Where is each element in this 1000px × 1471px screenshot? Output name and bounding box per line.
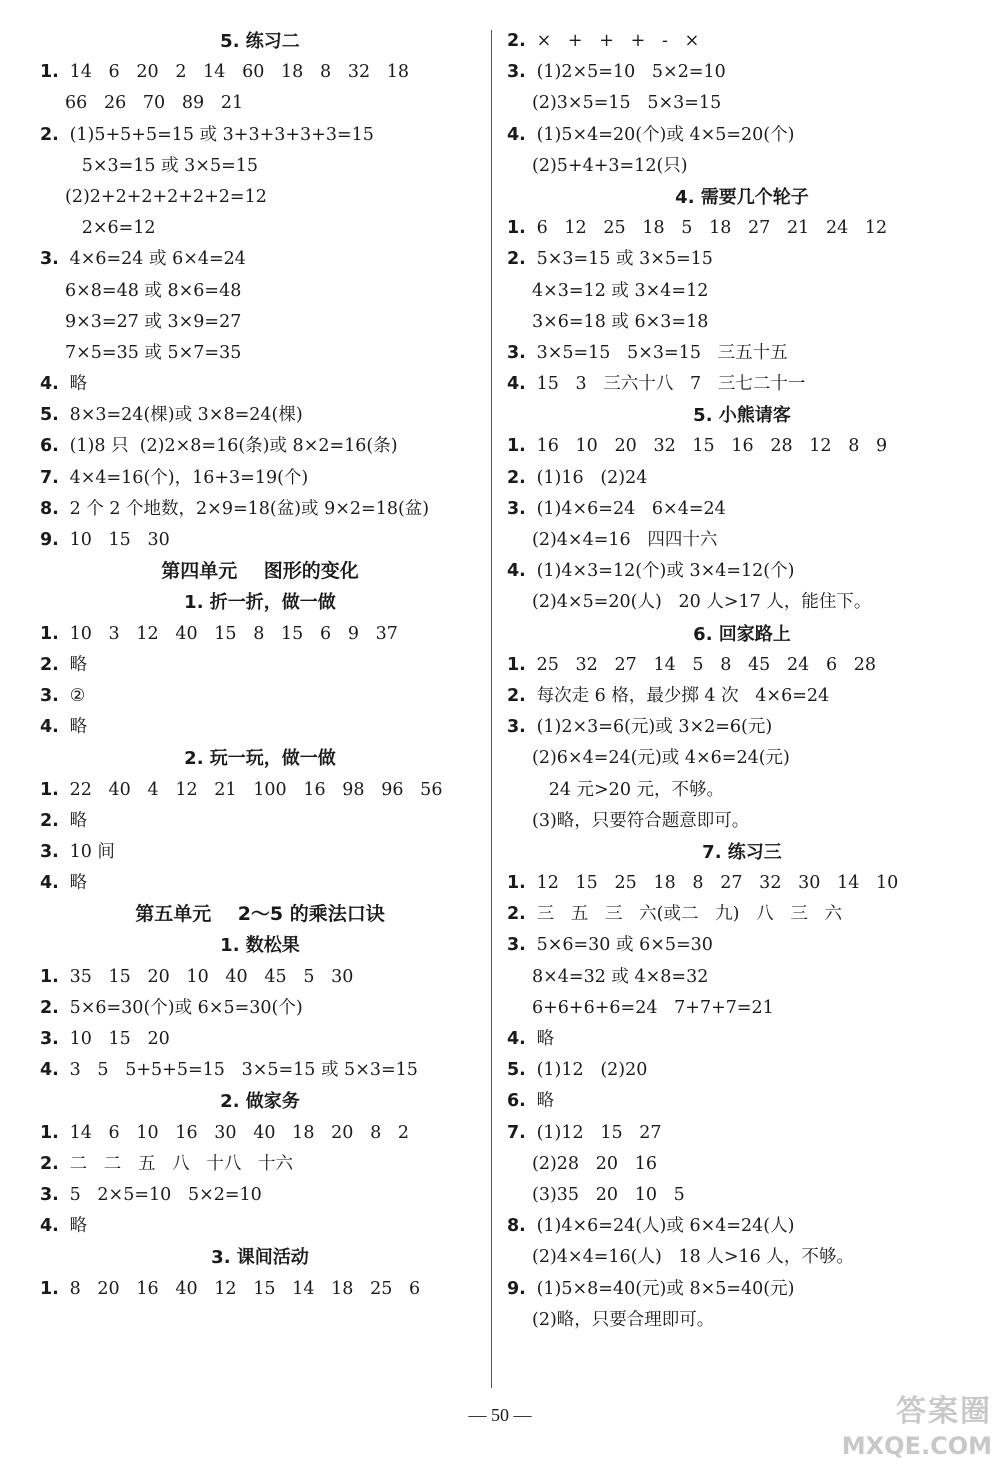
answer-continuation: (2)4×4=16 四四十六 — [532, 530, 718, 550]
answer-item — [507, 1086, 977, 1117]
answer-text: (1)2×5=10 5×2=10 — [536, 62, 726, 83]
answer-item — [507, 930, 977, 961]
item-number: 3. — [507, 935, 526, 956]
item-number: 2. — [507, 249, 526, 270]
answer-text: 10 3 12 40 15 8 15 6 9 37 — [69, 623, 398, 644]
answer-continuation: 7×5=35 或 5×7=35 — [65, 342, 242, 363]
answer-text: 5×3=15 或 3×5=15 — [536, 249, 713, 270]
left-column — [40, 26, 480, 1305]
answer-text: 略 — [69, 654, 88, 675]
answer-continuation: (2)3×5=15 5×3=15 — [532, 93, 722, 114]
answer-item — [507, 556, 977, 587]
item-number: 1. — [40, 62, 59, 83]
item-number: 1. — [40, 779, 59, 800]
item-number: 3. — [40, 249, 59, 270]
answer-item — [40, 369, 480, 400]
answer-text: 3 5 5+5+5=15 3×5=15 或 5×3=15 — [69, 1060, 418, 1081]
answer-text: (1)5+5+5=15 或 3+3+3+3+3=15 — [69, 124, 374, 145]
answer-item — [507, 57, 977, 88]
answer-item — [507, 899, 977, 930]
answer-text: 15 3 三六十八 7 三七二十一 — [536, 374, 806, 395]
answer-text: 略 — [69, 810, 88, 831]
answer-item — [40, 993, 480, 1024]
answer-text: 5×6=30(个)或 6×5=30(个) — [69, 997, 303, 1018]
section-heading: 5. 小熊请客 — [693, 405, 791, 427]
item-number: 8. — [40, 498, 59, 519]
answer-text: 略 — [69, 1216, 88, 1237]
answer-text: 35 15 20 10 40 45 5 30 — [69, 966, 354, 987]
answer-item — [40, 775, 480, 806]
item-number: 4. — [507, 124, 526, 145]
answer-item — [507, 244, 977, 275]
item-number: 9. — [507, 1278, 526, 1299]
answer-item — [507, 338, 977, 369]
answer-text: 8×3=24(棵)或 3×8=24(棵) — [69, 405, 303, 426]
answer-continuation: 5×3=15 或 3×5=15 — [65, 155, 259, 176]
answer-text: 2 个 2 个地数，2×9=18(盆)或 9×2=18(盆) — [69, 498, 430, 519]
item-number: 3. — [40, 685, 59, 706]
watermark-url-text: MXQE.COM — [841, 1432, 992, 1460]
answer-text: (1)4×6=24(人)或 6×4=24(人) — [536, 1216, 795, 1237]
item-number: 1. — [40, 1278, 59, 1299]
unit-heading: 第五单元 2～5 的乘法口诀 — [135, 903, 385, 926]
item-number: 3. — [40, 1184, 59, 1205]
answer-text: 每次走 6 格，最少掷 4 次 4×6=24 — [536, 685, 830, 706]
answer-item — [40, 681, 480, 712]
answer-continuation: 6×8=48 或 8×6=48 — [65, 280, 242, 301]
answer-text: (1)4×3=12(个)或 3×4=12(个) — [536, 561, 795, 582]
item-number: 2. — [40, 997, 59, 1018]
answer-text: 12 15 25 18 8 27 32 30 14 10 — [536, 873, 899, 894]
item-number: 6. — [40, 436, 59, 457]
answer-text: (1)2×3=6(元)或 3×2=6(元) — [536, 717, 773, 738]
answer-item — [507, 369, 977, 400]
item-number: 4. — [40, 1060, 59, 1081]
answer-continuation: 66 26 70 89 21 — [65, 93, 244, 114]
answer-text: (1)8 只 (2)2×8=16(条)或 8×2=16(条) — [69, 436, 398, 457]
answer-text: 10 间 — [69, 841, 115, 862]
answer-continuation: (2)2+2+2+2+2+2=12 — [65, 186, 267, 207]
section-heading: 1. 数松果 — [220, 935, 300, 957]
answer-text: 略 — [536, 1091, 555, 1112]
item-number: 4. — [40, 873, 59, 894]
answer-text: 二 二 五 八 十八 十六 — [69, 1153, 294, 1174]
answer-item — [40, 868, 480, 899]
item-number: 4. — [507, 1029, 526, 1049]
item-number: 4. — [40, 1216, 59, 1237]
answer-item — [40, 1211, 480, 1242]
section-heading: 1. 折一折，做一做 — [184, 592, 336, 614]
answer-continuation: (3)略，只要符合题意即可。 — [532, 810, 750, 831]
answer-continuation: 6+6+6+6=24 7+7+7=21 — [532, 997, 774, 1018]
answer-item — [507, 431, 977, 462]
answer-item — [40, 837, 480, 868]
column-divider — [491, 30, 492, 1388]
answer-continuation: (2)5+4+3=12(只) — [532, 155, 688, 176]
answer-text: × + + + - × — [536, 31, 700, 51]
answer-item — [40, 1118, 480, 1149]
answer-continuation: (2)28 20 16 — [532, 1153, 657, 1174]
answer-text: 14 6 20 2 14 60 18 8 32 18 — [69, 62, 410, 83]
item-number: 7. — [40, 467, 59, 488]
answer-item — [40, 962, 480, 993]
answer-continuation: (2)4×4=16(人) 18 人>16 人，不够。 — [532, 1247, 854, 1268]
item-number: 3. — [507, 717, 526, 738]
item-number: 2. — [507, 685, 526, 706]
section-heading: 4. 需要几个轮子 — [675, 186, 809, 208]
answer-item — [40, 525, 480, 556]
section-heading: 2. 玩一玩，做一做 — [184, 748, 336, 770]
answer-text: 25 32 27 14 5 8 45 24 6 28 — [536, 654, 877, 675]
item-number: 2. — [40, 1153, 59, 1174]
answer-text: 10 15 20 — [69, 1029, 170, 1049]
unit-heading: 第四单元 图形的变化 — [161, 560, 359, 583]
item-number: 1. — [40, 623, 59, 644]
answer-item — [507, 1055, 977, 1086]
answer-item — [507, 868, 977, 899]
answer-item — [507, 1211, 977, 1242]
answer-item — [40, 1055, 480, 1086]
item-number: 1. — [507, 218, 526, 239]
answer-continuation: 24 元>20 元，不够。 — [532, 779, 725, 800]
item-number: 4. — [40, 374, 59, 395]
item-number: 4. — [40, 717, 59, 738]
answer-item — [507, 712, 977, 743]
answer-item — [40, 619, 480, 650]
item-number: 1. — [507, 436, 526, 457]
answer-text: 4×6=24 或 6×4=24 — [69, 249, 246, 270]
answer-item — [507, 494, 977, 525]
item-number: 3. — [40, 1029, 59, 1049]
item-number: 1. — [507, 654, 526, 675]
answer-continuation: 4×3=12 或 3×4=12 — [532, 280, 709, 301]
answer-text: 4×4=16(个)，16+3=19(个) — [69, 467, 309, 488]
answer-item — [40, 120, 480, 151]
item-number: 5. — [40, 405, 59, 426]
item-number: 1. — [507, 873, 526, 894]
answer-text: (1)5×8=40(元)或 8×5=40(元) — [536, 1278, 795, 1299]
item-number: 5. — [507, 1060, 526, 1081]
answer-item — [40, 1180, 480, 1211]
section-heading: 5. 练习二 — [220, 31, 300, 52]
answer-text: 略 — [536, 1029, 555, 1049]
item-number: 1. — [40, 1122, 59, 1143]
item-number: 2. — [507, 904, 526, 925]
answer-continuation: 8×4=32 或 4×8=32 — [532, 966, 709, 987]
item-number: 1. — [40, 966, 59, 987]
item-number: 4. — [507, 561, 526, 582]
item-number: 7. — [507, 1122, 526, 1143]
item-number: 2. — [40, 654, 59, 675]
answer-item — [507, 463, 977, 494]
answer-item — [40, 1274, 480, 1305]
answer-item — [507, 1274, 977, 1305]
answer-text: (1)16 (2)24 — [536, 467, 648, 488]
answer-continuation: (2)略，只要合理即可。 — [532, 1309, 715, 1330]
item-number: 2. — [40, 124, 59, 145]
answer-item — [40, 463, 480, 494]
right-column — [507, 26, 977, 1336]
answer-text: 6 12 25 18 5 18 27 21 24 12 — [536, 218, 888, 239]
answer-continuation: 9×3=27 或 3×9=27 — [65, 311, 242, 332]
section-heading: 7. 练习三 — [702, 841, 782, 863]
answer-continuation: (2)6×4=24(元)或 4×6=24(元) — [532, 748, 790, 769]
item-number: 3. — [507, 498, 526, 519]
answer-item — [40, 431, 480, 462]
answer-item — [507, 1118, 977, 1149]
answer-continuation: 3×6=18 或 6×3=18 — [532, 311, 709, 332]
answer-text: (1)5×4=20(个)或 4×5=20(个) — [536, 124, 795, 145]
item-number: 9. — [40, 530, 59, 550]
item-number: 3. — [507, 342, 526, 363]
answer-item — [40, 650, 480, 681]
answer-item — [40, 712, 480, 743]
section-heading: 6. 回家路上 — [693, 623, 791, 645]
answer-text: 略 — [69, 374, 88, 395]
answer-item — [40, 57, 480, 88]
answer-text: 三 五 三 六(或二 九) 八 三 六 — [536, 904, 843, 925]
answer-item — [40, 1024, 480, 1055]
answer-text: 略 — [69, 873, 88, 894]
answer-continuation: (3)35 20 10 5 — [532, 1184, 685, 1205]
item-number: 3. — [40, 841, 59, 862]
section-heading: 2. 做家务 — [220, 1091, 300, 1113]
answer-text: 3×5=15 5×3=15 三五十五 — [536, 342, 788, 363]
answer-text: 14 6 10 16 30 40 18 20 8 2 — [69, 1122, 410, 1143]
item-number: 3. — [507, 62, 526, 83]
answer-item — [507, 213, 977, 244]
watermark-main-text: 答案圈 — [896, 1394, 992, 1429]
answer-item — [507, 26, 977, 57]
answer-text: (1)12 15 27 — [536, 1122, 662, 1143]
answer-text: 5×6=30 或 6×5=30 — [536, 935, 713, 956]
answer-text: 10 15 30 — [69, 530, 170, 550]
answer-text: ② — [69, 685, 86, 706]
item-number: 4. — [507, 374, 526, 395]
answer-item — [40, 400, 480, 431]
answer-item — [507, 681, 977, 712]
answer-text: (1)4×6=24 6×4=24 — [536, 498, 726, 519]
answer-item — [40, 244, 480, 275]
answer-text: (1)12 (2)20 — [536, 1060, 648, 1081]
answer-item — [507, 1024, 977, 1055]
answer-item — [40, 1149, 480, 1180]
answer-item — [40, 806, 480, 837]
section-heading: 3. 课间活动 — [211, 1247, 309, 1269]
answer-continuation: (2)4×5=20(人) 20 人>17 人，能住下。 — [532, 592, 872, 613]
page-number: — 50 — — [468, 1405, 532, 1425]
answer-text: 8 20 16 40 12 15 14 18 25 6 — [69, 1278, 421, 1299]
item-number: 2. — [507, 467, 526, 488]
answer-text: 16 10 20 32 15 16 28 12 8 9 — [536, 436, 888, 457]
answer-text: 5 2×5=10 5×2=10 — [69, 1184, 262, 1205]
item-number: 8. — [507, 1216, 526, 1237]
item-number: 2. — [507, 31, 526, 51]
answer-item — [40, 494, 480, 525]
item-number: 2. — [40, 810, 59, 831]
answer-text: 22 40 4 12 21 100 16 98 96 56 — [69, 779, 443, 800]
answer-continuation: 2×6=12 — [65, 218, 156, 239]
answer-item — [507, 650, 977, 681]
answer-text: 略 — [69, 717, 88, 738]
item-number: 6. — [507, 1091, 526, 1112]
answer-item — [507, 120, 977, 151]
